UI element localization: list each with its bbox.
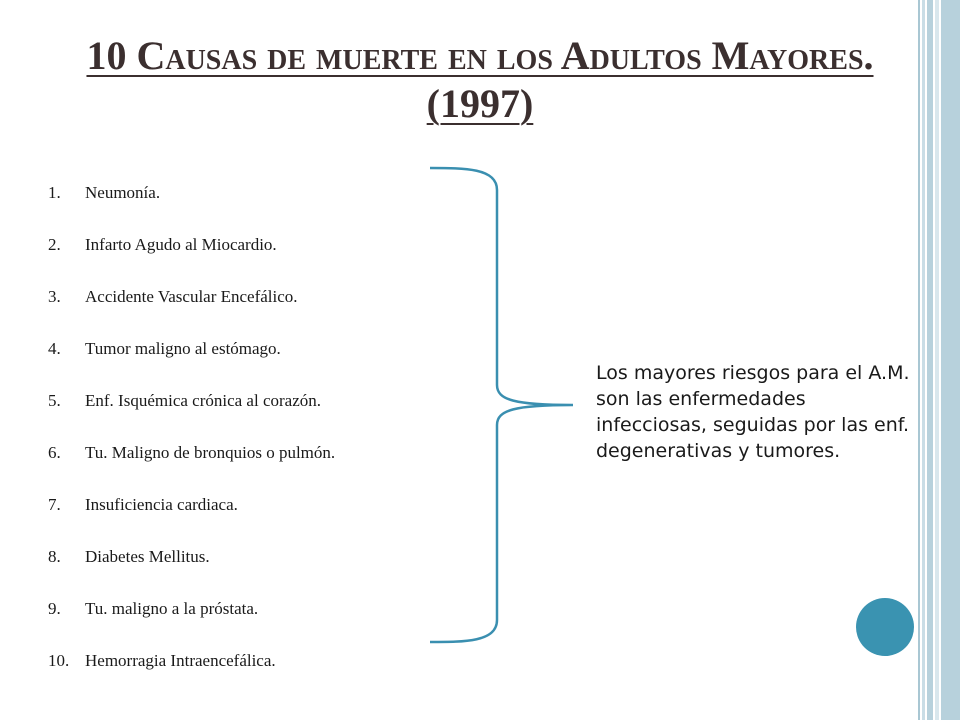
list-item-label: Enf. Isquémica crónica al corazón.	[85, 391, 321, 410]
list-item-label: Hemorragia Intraencefálica.	[85, 651, 276, 670]
causes-list	[48, 182, 335, 702]
list-item	[48, 286, 335, 338]
list-item-number: 2.	[48, 235, 61, 254]
list-item	[48, 494, 335, 546]
list-item-number: 5.	[48, 391, 61, 410]
decorative-stripe	[918, 0, 920, 720]
curly-brace	[425, 160, 585, 655]
list-item	[48, 338, 335, 390]
list-item-number: 6.	[48, 443, 61, 462]
list-item-number: 7.	[48, 495, 61, 514]
list-item	[48, 442, 335, 494]
list-item-label: Tumor maligno al estómago.	[85, 339, 281, 358]
list-item-label: Infarto Agudo al Miocardio.	[85, 235, 277, 254]
list-item-label: Insuficiencia cardiaca.	[85, 495, 238, 514]
list-item	[48, 234, 335, 286]
list-item-label: Neumonía.	[85, 183, 161, 202]
decorative-stripe	[922, 0, 925, 720]
list-item-number: 9.	[48, 599, 61, 618]
list-item-number: 10.	[48, 651, 70, 670]
decorative-stripe	[927, 0, 933, 720]
list-item-number: 3.	[48, 287, 61, 306]
list-item	[48, 598, 335, 650]
decorative-stripe	[941, 0, 960, 720]
list-item	[48, 650, 335, 702]
list-item-number: 1.	[48, 183, 61, 202]
list-item-label: Tu. Maligno de bronquios o pulmón.	[85, 443, 336, 462]
list-item-label: Diabetes Mellitus.	[85, 547, 210, 566]
list-item-number: 8.	[48, 547, 61, 566]
risk-note: Los mayores riesgos para el A.M. son las enfermedades infecciosas, seguidas por las enf. degenerativas y tumores.	[596, 362, 910, 462]
list-item	[48, 182, 335, 234]
list-item-label: Tu. maligno a la próstata.	[85, 599, 259, 618]
list-item	[48, 390, 335, 442]
slide-title: 10 Causas de muerte en los Adultos Mayores. (1997)	[86, 33, 874, 126]
list-item-number: 4.	[48, 339, 61, 358]
decorative-stripe	[935, 0, 939, 720]
list-item	[48, 546, 335, 598]
decorative-circle	[856, 598, 914, 656]
list-item-label: Accidente Vascular Encefálico.	[85, 287, 298, 306]
